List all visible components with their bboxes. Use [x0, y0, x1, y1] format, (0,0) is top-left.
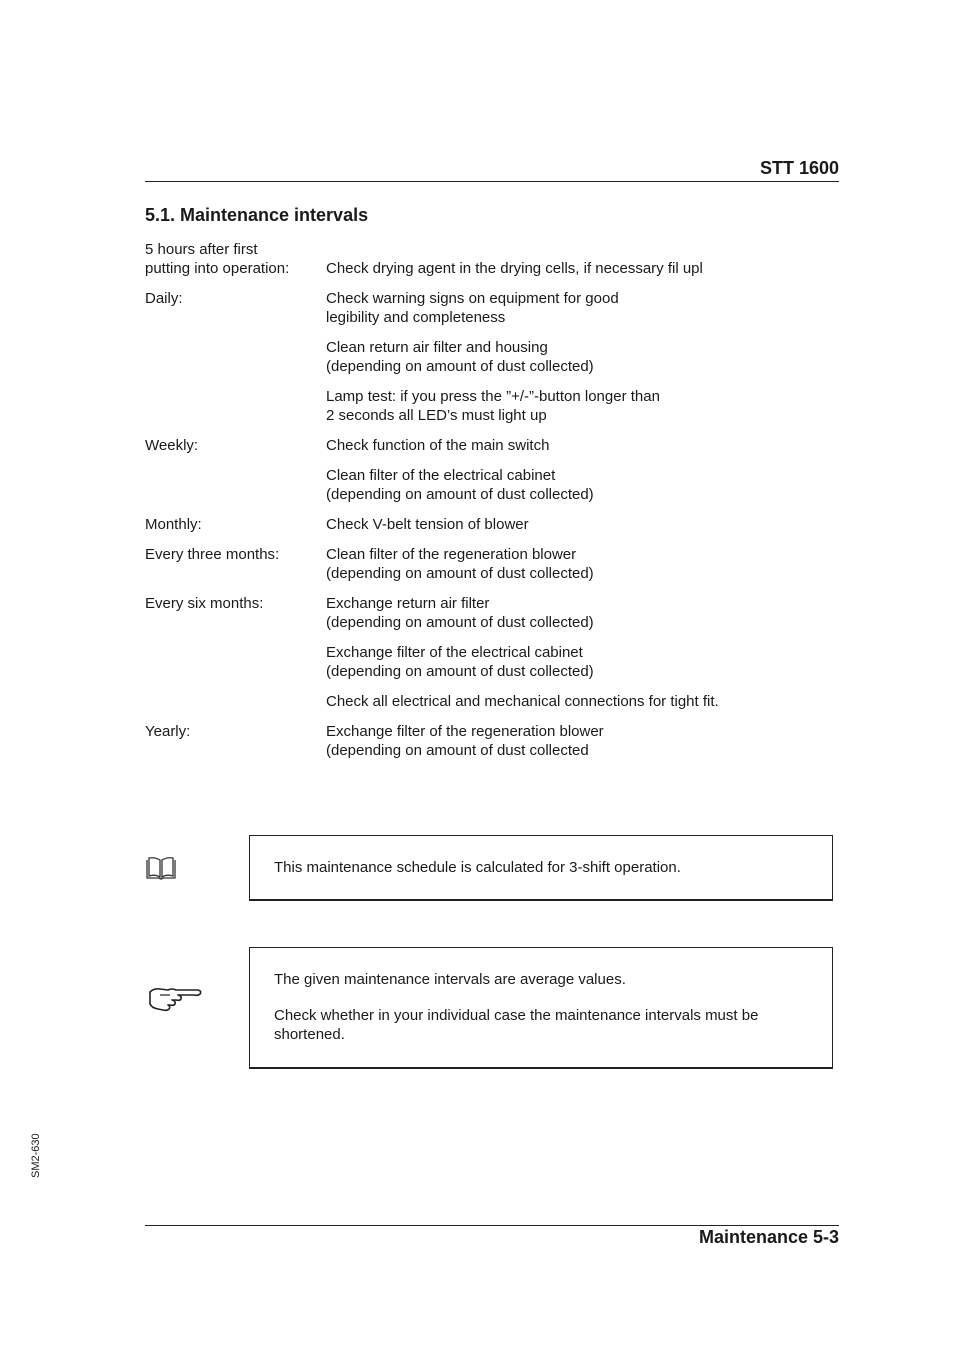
task-line: Check drying agent in the drying cells, if necessary fil upl	[326, 260, 703, 277]
task-line: Check function of the main switch	[326, 437, 550, 454]
task-item	[326, 466, 839, 504]
task-line: Exchange return air filter	[326, 595, 490, 612]
task-item	[326, 240, 839, 278]
task-list	[326, 545, 839, 594]
schedule-row	[145, 436, 839, 515]
task-item	[326, 594, 839, 632]
task-line: (depending on amount of dust collected)	[326, 486, 594, 503]
task-list	[326, 515, 839, 545]
footer-rule	[145, 1225, 839, 1226]
interval-label-line: Monthly:	[145, 516, 202, 533]
interval-label-line: Daily:	[145, 290, 183, 307]
task-item	[326, 545, 839, 583]
schedule-row	[145, 722, 839, 771]
interval-label-line: 5 hours after first	[145, 241, 258, 258]
interval-label-line: Every six months:	[145, 595, 264, 612]
interval-label-line: Yearly:	[145, 723, 191, 740]
task-line: Clean return air filter and housing	[326, 339, 548, 356]
info-note	[249, 835, 833, 901]
schedule-row	[145, 545, 839, 594]
task-line: (depending on amount of dust collected)	[326, 663, 594, 680]
task-line: Check warning signs on equipment for good	[326, 290, 619, 307]
task-item	[326, 436, 839, 455]
task-line	[326, 240, 839, 259]
interval-label	[145, 594, 326, 722]
header-rule	[145, 181, 839, 182]
interval-label	[145, 545, 326, 594]
task-item	[326, 643, 839, 681]
task-line: Check V-belt tension of blower	[326, 516, 529, 533]
task-line: legibility and completeness	[326, 309, 506, 326]
maintenance-schedule	[145, 240, 839, 771]
interval-label	[145, 289, 326, 436]
task-line: Lamp test: if you press the ”+/-”-button longer than	[326, 388, 660, 405]
schedule-row	[145, 289, 839, 436]
interval-label-line: Weekly:	[145, 437, 199, 454]
hint-note-paragraph: Check whether in your individual case the maintenance intervals must be shortened.	[274, 1007, 759, 1043]
task-item	[326, 722, 839, 760]
task-line: (depending on amount of dust collected	[326, 742, 589, 759]
task-line: Check all electrical and mechanical connections for tight fit.	[326, 693, 719, 710]
task-item	[326, 692, 839, 711]
hint-note	[249, 947, 833, 1069]
section-title: 5.1. Maintenance intervals	[145, 205, 369, 225]
task-item	[326, 515, 839, 534]
task-line: (depending on amount of dust collected)	[326, 358, 594, 375]
task-line: (depending on amount of dust collected)	[326, 614, 594, 631]
task-item	[326, 338, 839, 376]
document-code	[30, 1133, 46, 1238]
interval-label	[145, 436, 326, 515]
task-list	[326, 240, 839, 289]
hint-note-paragraph: The given maintenance intervals are average values.	[274, 971, 626, 988]
book-icon	[145, 856, 177, 882]
task-item	[326, 289, 839, 327]
interval-label-line: putting into operation:	[145, 260, 290, 277]
task-list	[326, 436, 839, 515]
interval-label	[145, 515, 326, 545]
task-list	[326, 594, 839, 722]
interval-label-line: Every three months:	[145, 546, 280, 563]
document-title: STT 1600	[759, 158, 839, 178]
task-line: (depending on amount of dust collected)	[326, 565, 594, 582]
task-list	[326, 289, 839, 436]
interval-label	[145, 722, 326, 771]
task-line: Exchange filter of the electrical cabinet	[326, 644, 583, 661]
schedule-row	[145, 515, 839, 545]
task-line: Clean filter of the regeneration blower	[326, 546, 577, 563]
info-note-text: This maintenance schedule is calculated for 3-shift operation.	[274, 859, 681, 876]
task-line: Clean filter of the electrical cabinet	[326, 467, 556, 484]
task-item	[326, 387, 839, 425]
task-line: Exchange filter of the regeneration blower	[326, 723, 604, 740]
pointing-hand-icon	[146, 982, 204, 1014]
schedule-row	[145, 594, 839, 722]
schedule-row	[145, 240, 839, 289]
task-list	[326, 722, 839, 771]
task-line: 2 seconds all LED’s must light up	[326, 407, 547, 424]
interval-label	[145, 240, 326, 289]
document-code-text: SM2-630	[30, 1133, 42, 1178]
page-footer: Maintenance 5-3	[698, 1227, 839, 1247]
